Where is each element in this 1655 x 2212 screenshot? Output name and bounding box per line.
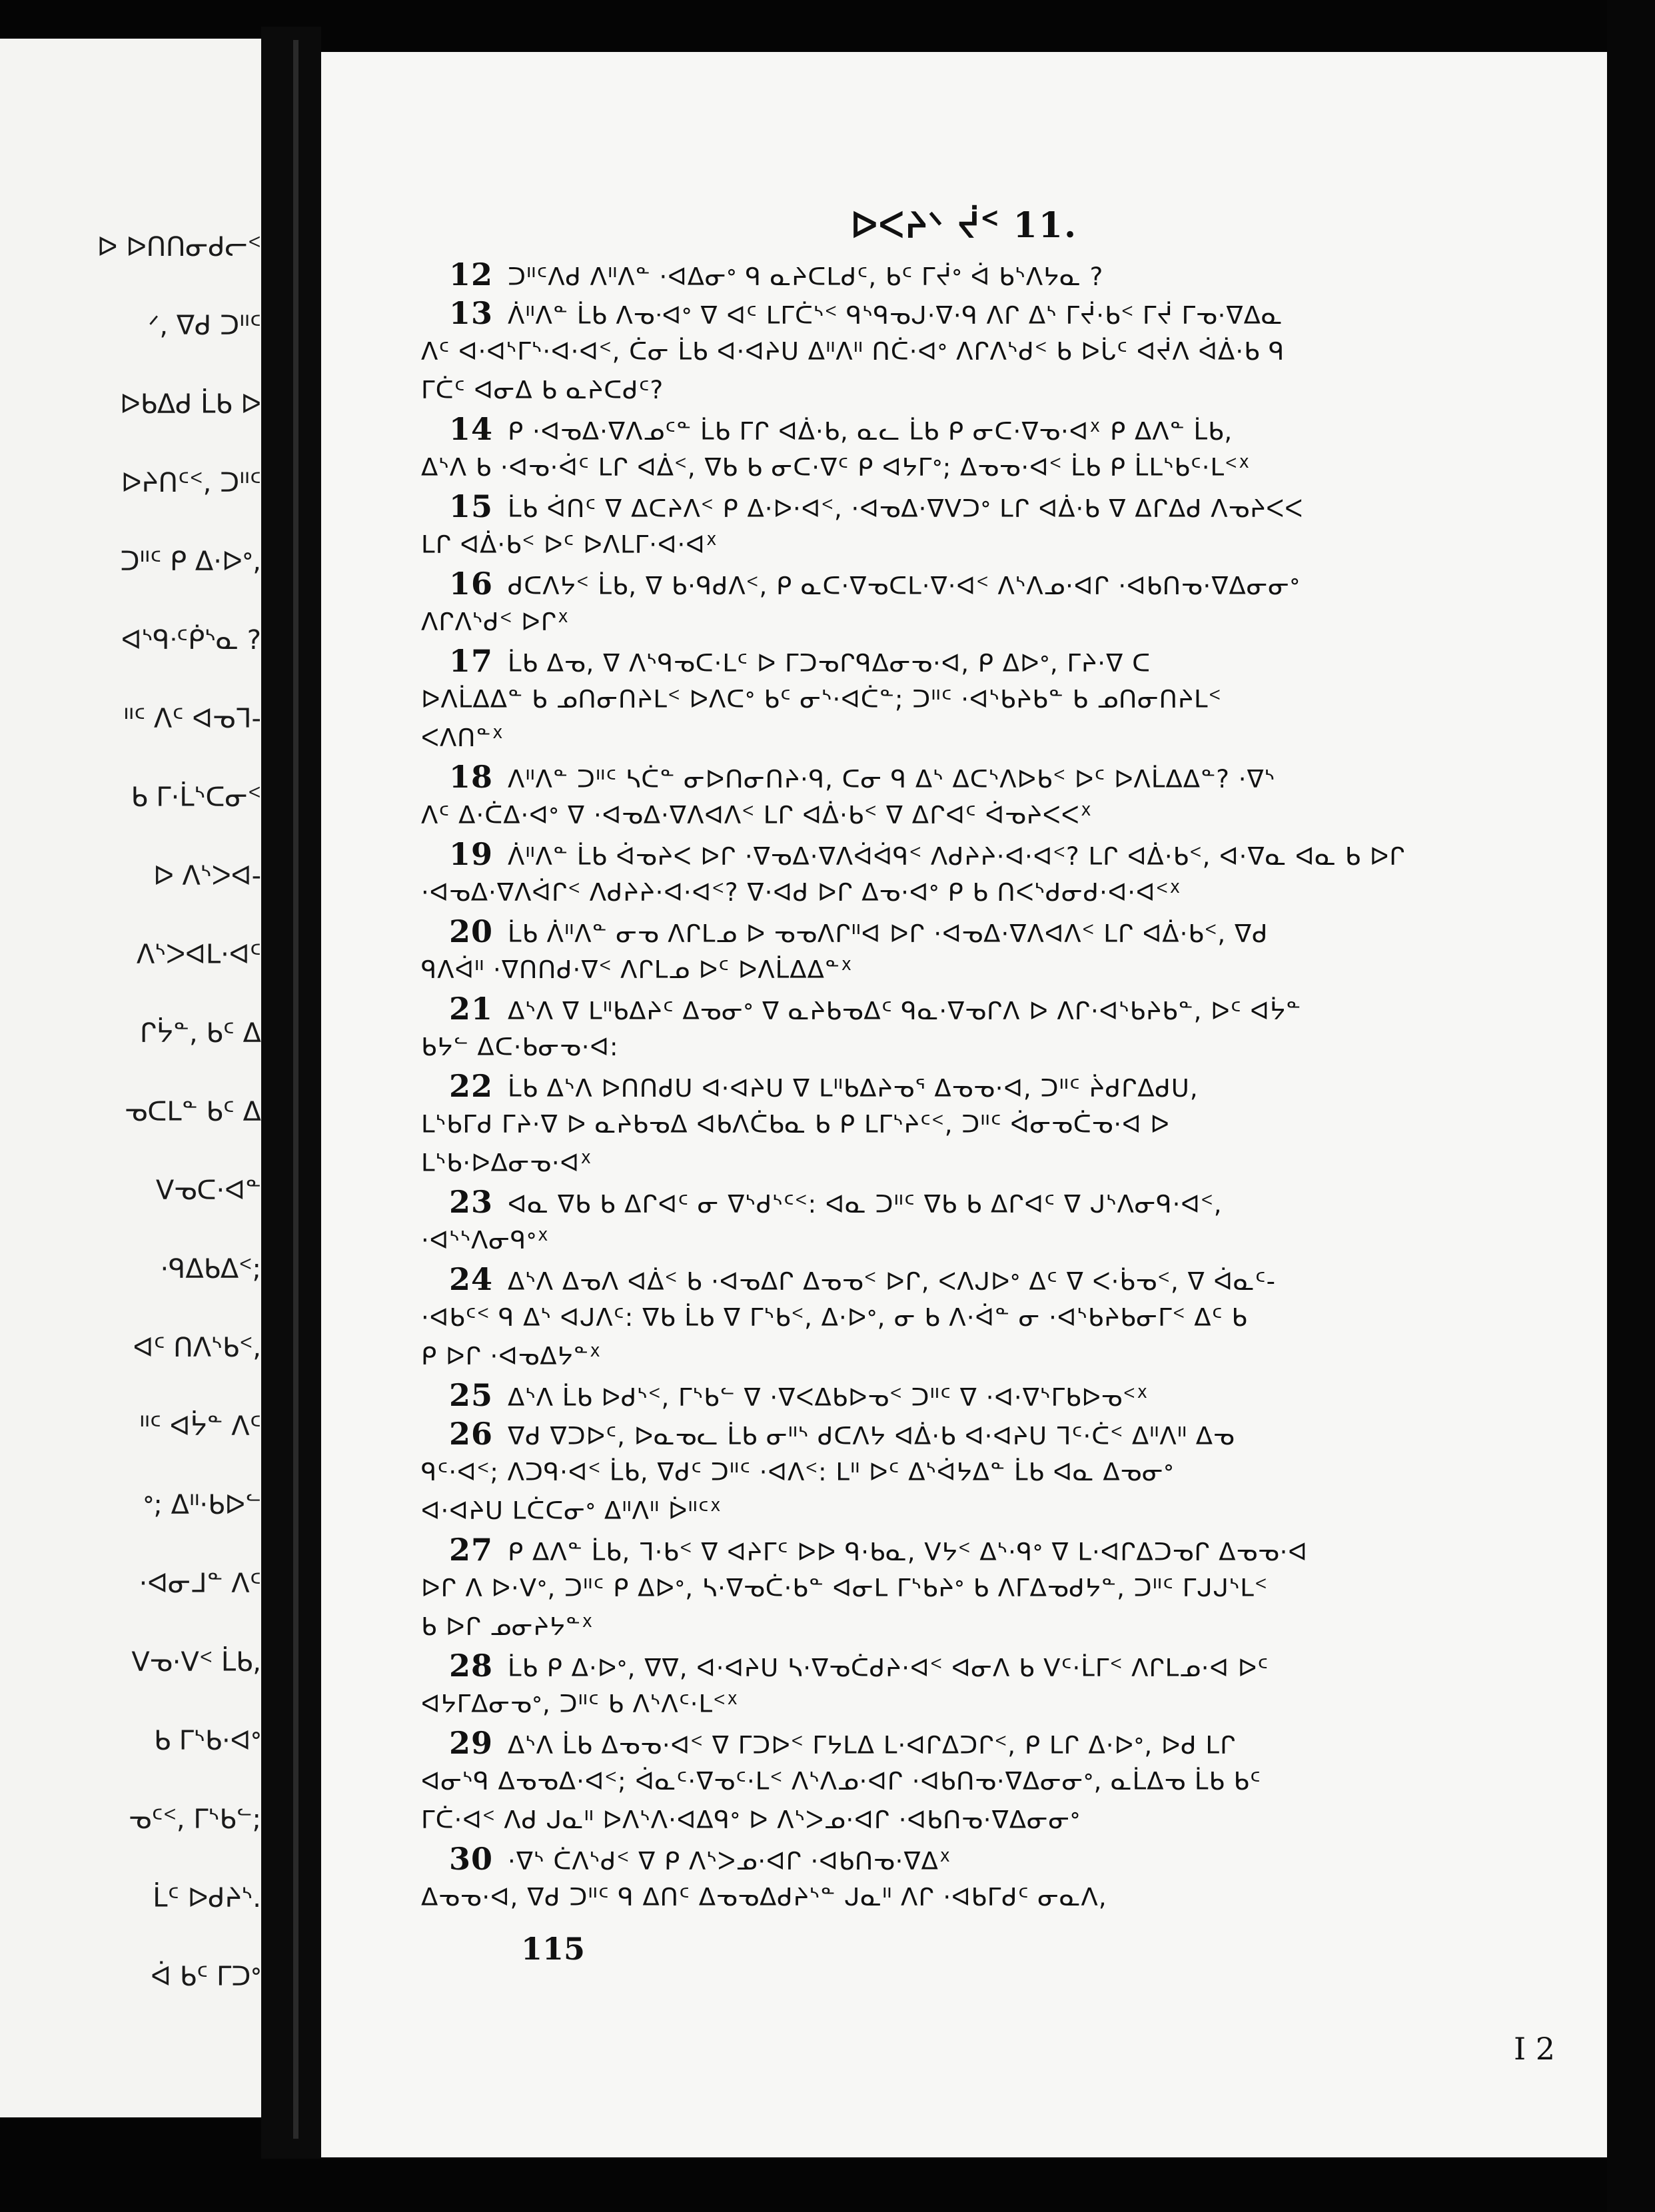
verse-text: ᑫᑦ·ᐊᑉ; ᐱᑐᑫ·ᐊᑉ ᒫᑲ, ᐁᑯᑦ ᑐᐦᑦ ·ᐊᐱᑉ: ᒪᐦ ᐅᑦ ᐃᔅᐋᔭᐃᓐ ᒫᑲ ᐊᓇ ᐃᓀᓂᐤ <box>421 1458 1175 1486</box>
left-page-line: ᑲ ᒥᔅᑲ·ᐊᐤ <box>153 1726 261 1756</box>
left-page-line: ᐊᑦ ᑎᐱᔅᑲᑉ, <box>133 1333 261 1363</box>
verse-number: 15 <box>449 488 494 524</box>
continuation-line <box>421 526 1554 564</box>
verse-text: ᒫᑲ ᑭ ᐃ·ᐅᐤ, ᐁᐁ, ᐊ·ᐊᔨᑌ ᓴ·ᐁᓀᑖᑯᔨ·ᐊᑉ ᐊᓂᐱ ᑲ ᐯᑦ·ᒫᒥᑉ ᐱᒋᒪᓄ·ᐊ ᐅᑦ <box>508 1654 1269 1682</box>
verse-number: 27 <box>449 1532 494 1568</box>
left-page-line: ᐊᔅᑫᐧᑦᑮᔅᓇ ? <box>121 625 261 656</box>
verse-number: 19 <box>449 836 494 872</box>
left-page-line: ᐋ ᑲᑦ ᒥᑐᐤ <box>151 1961 261 1992</box>
continuation-line <box>421 1492 1554 1530</box>
verse-text: ᐲᐦᐱᓐ ᒫᑲ ᐱᓀᐧᐊᐤ ᐁ ᐊᑦ ᒪᒥᑖᔅᑉ ᑫᔅᑫᓀᒍ·ᐁ·ᑫ ᐱᒋ ᐃᔅ ᒥᔫ·ᑲᑉ ᒥᔫ ᒥᓀ·ᐁᐃᓇ <box>508 301 1283 330</box>
verse-text: ᐅᒋ ᐱ ᐅ·ᐯᐤ, ᑐᐦᑦ ᑭ ᐃᐅᐤ, ᓴ·ᐁᓀᑖ·ᑲᓐ ᐊᓂᒪ ᒥᔅᑲᔨᐤ ᑲ ᐱᒥᐃᓀᑯᔭᓐ, ᑐᐦᑦ ᒥᒍᒍᔅᒪᑉ <box>421 1574 1268 1602</box>
verse-text: ᒫᑲ ᐃᔅᐱ ᐅᑎᑎᑯᑌ ᐊ·ᐊᔨᑌ ᐁ ᒪᐦᑲᐃᔨᓀᕐ ᐃᓀᓀ·ᐊ, ᑐᐦᑦ ᔩᑯᒋᐃᑯᑌ, <box>508 1074 1199 1103</box>
verse-text: ·ᐊᑲᑦᑉ ᑫ ᐃᔅ ᐊᒍᐱᑦ: ᐁᑲ ᒫᑲ ᐁ ᒥᔅᑲᑉ, ᐃ·ᐅᐤ, ᓂ ᑲ ᐱ·ᐋᓐ ᓂ ·ᐊᔅᑲᔨᑲᓂᒥᑉ ᐃᑦ ᑲ <box>421 1303 1248 1332</box>
left-page-line: ᐦᑦ ᐊᔮᓐ ᐱᑦ <box>139 1411 261 1442</box>
verse-line <box>421 410 1554 448</box>
verse-line <box>421 1646 1554 1685</box>
continuation-line <box>421 332 1554 371</box>
continuation-line <box>421 1144 1554 1183</box>
continuation-line <box>421 1028 1554 1067</box>
verse-text: ᐃᔅᐱ ᐃᓀᐱ ᐊᐄᑉ ᑲ ·ᐊᓀᐃᒋ ᐃᓀᓀᑉ ᐅᒋ, ᐸᐱᒍᐅᐤ ᐃᑦ ᐁ ᐸ·ᑳᓀᑉ, ᐁ ᐋᓇᑦ- <box>508 1267 1276 1296</box>
verse-text: ᑐᐦᑦᐱᑯ ᐱᐦᐱᓐ ·ᐊᐃᓂᐤ ᑫ ᓇᔨᑕᒪᑯᑦ, ᑲᑦ ᒥᔫᐤ ᐋ ᑲᔅᐱᔭᓇ ? <box>508 263 1104 291</box>
continuation-line <box>421 1105 1554 1144</box>
verse-text: ᐃᔅᐱ ᒫᑲ ᐅᑯᔅᑉ, ᒥᔅᑲᓪ ᐁ ·ᐁᐸᐃᑲᐅᓀᑉ ᑐᐦᑦ ᐁ ·ᐊ·ᐁᔅᒥᑲᐅᓀᑉᕽ <box>508 1383 1149 1412</box>
continuation-line <box>421 873 1554 912</box>
verse-line <box>421 564 1554 603</box>
verse-text: ·ᐊᔅᔅᐱᓂᑫᐤᕽ <box>421 1226 550 1255</box>
verse-line <box>421 1067 1554 1105</box>
verse-number: 14 <box>449 411 494 447</box>
verse-number: 20 <box>449 913 494 949</box>
verse-text: ᑲ ᐅᒋ ᓄᓂᔨᔭᓐᕽ <box>421 1612 594 1641</box>
verse-text: ᐁᑯ ᐁᑐᐅᑦ, ᐅᓇᓀᓚ ᒫᑲ ᓂᐦᔅ ᑯᑕᐱᔭ ᐊᐄ·ᑲ ᐊ·ᐊᔨᑌ ᒣᑦ·ᑖᑉ ᐃᐦᐱᐦ ᐃᓀ <box>508 1422 1235 1450</box>
continuation-line <box>421 719 1554 758</box>
verse-line <box>421 487 1554 526</box>
continuation-line <box>421 1569 1554 1608</box>
verse-text: ᒪᔅᑲᒥᑯ ᒥᔨ·ᐁ ᐅ ᓇᔨᑲᓀᐃ ᐊᑲᐱᑖᑲᓇ ᑲ ᑭ ᒪᒥᔅᔨᑦᑉ, ᑐᐦᑦ ᐋᓂᓀᑖᓀ·ᐊ ᐅ <box>421 1110 1170 1139</box>
left-page-line: ·ᑫᐃᑲᐃᑉ; <box>160 1254 261 1285</box>
continuation-line <box>421 1685 1554 1724</box>
verse-number: 28 <box>449 1648 494 1684</box>
page-header: ᐅᐸᔨᐠ ᔫᑉ 11. <box>850 205 1078 246</box>
right-page <box>321 52 1607 2157</box>
verse-number: 23 <box>449 1184 494 1220</box>
continuation-line <box>421 603 1554 642</box>
scan-border <box>1607 0 1655 2212</box>
continuation-line <box>421 1337 1554 1376</box>
page-gutter <box>261 27 321 2159</box>
verse-text: ᐃᔅᐱ ᒫᑲ ᐃᓀᓀ·ᐊᑉ ᐁ ᒥᑐᐅᑉ ᒥᔭᒪᐃ ᒪ·ᐊᒋᐃᑐᒋᑉ, ᑭ ᒪᒋ ᐃ·ᐅᐤ, ᐅᑯ ᒪᒋ <box>508 1731 1237 1760</box>
left-page-line: ᐅ ᐅᑎᑎᓂᑯᓕᑉ <box>97 232 261 263</box>
page-number: 115 <box>521 1931 586 1967</box>
verse-line <box>421 1414 1554 1453</box>
verse-text: ᐊᓂᔅᑫ ᐃᓀᓀᐃ·ᐊᑉ; ᐋᓇᑦ·ᐁᓀᑦ·ᒪᑉ ᐱᔅᐱᓄ·ᐊᒋ ·ᐊᑲᑎᓀ·ᐁᐃᓂᓂᐤ, ᓇᒫᐃᓀ ᒫᑲ ᑲᑦ <box>421 1767 1261 1796</box>
verse-number: 25 <box>449 1377 494 1413</box>
left-page-line: ᒫᑦ ᐅᑯᔨᔅ. <box>153 1883 261 1914</box>
continuation-line <box>421 1221 1554 1260</box>
verse-line <box>421 835 1554 873</box>
left-page-line: ᐦᑦ ᐱᑦ ᐊᓀᒣ- <box>123 704 261 734</box>
verse-text: ᐸᐱᑎᓐᕽ <box>421 724 504 752</box>
verse-number: 29 <box>449 1725 494 1761</box>
continuation-line <box>421 1878 1554 1917</box>
verse-number: 17 <box>449 643 494 679</box>
verse-line <box>421 1840 1554 1878</box>
verse-line <box>421 642 1554 680</box>
verse-text: ᑭ ᐅᒋ ·ᐊᓀᐃᔭᓐᕽ <box>421 1342 602 1371</box>
verse-text: ᒫᑲ ᐃᓀ, ᐁ ᐱᔅᑫᓀᑕ·ᒪᑦ ᐅ ᒥᑐᓀᒋᑫᐃᓂᓀ·ᐊ, ᑭ ᐃᐅᐤ, ᒥᔨ·ᐁ ᑕ <box>508 649 1151 678</box>
verse-text: ᐊᔭᒥᐃᓂᓀᐤ, ᑐᐦᑦ ᑲ ᐱᔅᐱᑦ·ᒪᑉᕽ <box>421 1690 739 1718</box>
verse-number: 22 <box>449 1068 494 1104</box>
verse-text: ᐱᑦ ᐊ·ᐊᔅᒥᔅ·ᐊ·ᐊᑉ, ᑖᓂ ᒫᑲ ᐊ·ᐊᔨᑌ ᐃᐦᐱᐦ ᑎᑖ·ᐊᐤ ᐱᒋᐱᔅᑯᑉ ᑲ ᐅᒑᑦ ᐊᔫᐱ ᐋᐄ·ᑲ ᑫ <box>421 337 1285 366</box>
continuation-line <box>421 1608 1554 1646</box>
verse-line <box>421 1724 1554 1762</box>
verse-text: ᐱᐦᐱᓐ ᑐᐦᑦ ᓴᑖᓐ ᓂᐅᑎᓂᑎᔨ·ᑫ, ᑕᓂ ᑫ ᐃᔅ ᐃᑕᔅᐱᐅᑲᑉ ᐅᑦ ᐅᐱᒫᐃᐃᓐ? ·ᐁᔅ <box>508 765 1276 794</box>
left-page-line: ᐯᓀᑕ·ᐊᓐ <box>155 1175 261 1206</box>
left-page <box>0 39 261 2117</box>
verse-line <box>421 1376 1554 1414</box>
verse-text: ᐃᔅᐱ ᐁ ᒪᐦᑲᐃᔨᑦ ᐃᓀᓂᐤ ᐁ ᓇᔨᑲᓀᐃᑦ ᑫᓇ·ᐁᓀᒋᐱ ᐅ ᐱᒋ·ᐊᔅᑲᔨᑲᓐ, ᐅᑦ ᐊᔮᓐ <box>508 997 1302 1025</box>
left-page-line: ᐱᔅᐳᐊᒪ·ᐊᑦ <box>136 939 261 970</box>
verse-number: 12 <box>449 257 494 292</box>
verse-text: ᒪᔅᑲ·ᐅᐃᓂᓀ·ᐊᕽ <box>421 1149 593 1177</box>
left-page-line: ᑐᐦᑦ ᑭ ᐃ·ᐅᐤ, <box>120 546 261 577</box>
verse-text: ᑭ ᐃᐱᓐ ᒫᑲ, ᒣ·ᑲᑉ ᐁ ᐊᔨᒥᑦ ᐅᐅ ᑫ·ᑲᓇ, ᐯᔭᑉ ᐃᔅ·ᑫᐤ ᐁ ᒪ·ᐊᒋᐃᑐᓀᒋ ᐃᓀᓀ·ᐊ <box>508 1538 1308 1566</box>
verse-number: 26 <box>449 1416 494 1452</box>
left-page-line: ·ᐊᓂᒧᓐ ᐱᑦ <box>139 1568 261 1599</box>
left-page-line: ᐅᑲᐃᑯ ᒫᑲ ᐅ <box>119 389 261 420</box>
verse-number: 30 <box>449 1841 494 1877</box>
verse-text: ᒫᑲ ᐲᐦᐱᓐ ᓂᓀ ᐱᒋᒪᓄ ᐅ ᓀᓀᐱᒋᐦᐊ ᐅᒋ ·ᐊᓀᐃ·ᐁᐱᐊᐱᑉ ᒪᒋ ᐊᐄ·ᑲᑉ, ᐁᑯ <box>508 919 1269 948</box>
verse-number: 16 <box>449 566 494 602</box>
left-page-line: ᐅᔨᑎᑦᑉ, ᑐᐦᑦ <box>121 468 261 498</box>
signature-mark: I 2 <box>1514 2031 1556 2067</box>
continuation-line <box>421 680 1554 719</box>
left-page-line: ᓀᑦᑉ, ᒥᔅᑲᓪ; <box>129 1804 261 1835</box>
verse-number: 24 <box>449 1261 494 1297</box>
verse-text: ᐊ·ᐊᔨᑌ ᒪᑖᑕᓂᐤ ᐃᐦᐱᐦ ᐆᐦᑦᕽ <box>421 1496 722 1525</box>
verse-text: ᐃᔅᐱ ᑲ ·ᐊᓀ·ᐋᑦ ᒪᒋ ᐊᐄᑉ, ᐁᑲ ᑲ ᓂᑕ·ᐁᑦ ᑭ ᐊᔭᒥᐤ; ᐃᓀᓀ·ᐊᑉ ᒫᑲ ᑭ ᒫᒪᔅᑲᑦ·ᒪᑉᕽ <box>421 453 1251 482</box>
verse-text: ᐲᐦᐱᓐ ᒫᑲ ᐋᓀᔨᐸ ᐅᒋ ·ᐁᓀᐃ·ᐁᐱᐋᐋᑫᑉ ᐱᑯᔨᔨ·ᐊ·ᐊᑉ? ᒪᒋ ᐊᐄ·ᑲᑉ, ᐊ·ᐁᓇ ᐊᓇ ᑲ ᐅᒋ <box>508 842 1406 871</box>
verse-text: ᑭ ·ᐊᓀᐃ·ᐁᐱᓄᑦᓐ ᒫᑲ ᒥᒋ ᐊᐄ·ᑲ, ᓇᓚ ᒫᑲ ᑭ ᓂᑕ·ᐁᓀ·ᐊᕽ ᑭ ᐃᐱᓐ ᒫᑲ, <box>508 417 1233 446</box>
verse-text: ᑫᐱᐋᐦ ·ᐁᑎᑎᑯ·ᐁᑉ ᐱᒋᒪᓄ ᐅᑦ ᐅᐱᒫᐃᐃᓐᕽ <box>421 955 853 984</box>
verse-text: ᒥᑖ·ᐊᑉ ᐱᑯ ᒍᓇᐦ ᐅᐱᔅᐱ·ᐊᐃᑫᐤ ᐅ ᐱᔅᐳᓄ·ᐊᒋ ·ᐊᑲᑎᓀ·ᐁᐃᓂᓂᐤ <box>421 1806 1081 1834</box>
left-page-line: ᐅ ᐱᔅᐳᐊ- <box>153 861 261 891</box>
verse-text: ·ᐊᓀᐃ·ᐁᐱᐋᒋᑉ ᐱᑯᔨᔨ·ᐊ·ᐊᑉ? ᐁ·ᐊᑯ ᐅᒋ ᐃᓀ·ᐊᐤ ᑭ ᑲ ᑎᐸᔅᑯᓂᑯ·ᐊ·ᐊᑉᕽ <box>421 878 1182 907</box>
verse-number: 21 <box>449 991 494 1027</box>
left-page-line: ᒋᔮᓐ, ᑲᑦ ᐃ <box>139 1018 261 1049</box>
verse-text: ᑲᔭᓪ ᐃᑕ·ᑲᓂᓀ·ᐊ: <box>421 1033 619 1061</box>
verse-text: ᐃᓀᓀ·ᐊ, ᐁᑯ ᑐᐦᑦ ᑫ ᐃᑎᑦ ᐃᓀᓀᐃᑯᔨᔅᓐ ᒍᓇᐦ ᐱᒋ ·ᐊᑲᒥᑯᑦ ᓂᓇᐱ, <box>421 1883 1107 1912</box>
verse-text: ·ᐁᔅ ᑖᐱᔅᑯᑉ ᐁ ᑭ ᐱᔅᐳᓄ·ᐊᒋ ·ᐊᑲᑎᓀ·ᐁᐃᕽ <box>508 1847 951 1876</box>
verse-text: ᐱᑦ ᐃ·ᑖᐃ·ᐊᐤ ᐁ ·ᐊᓀᐃ·ᐁᐱᐊᐱᑉ ᒪᒋ ᐊᐄ·ᑲᑉ ᐁ ᐃᒋᐊᑦ ᐋᓀᔨᐸᐸᕽ <box>421 801 1093 830</box>
left-page-line: ᓀᑕᒪᓐ ᑲᑦ ᐃ <box>125 1097 261 1127</box>
continuation-line <box>421 448 1554 487</box>
verse-line <box>421 255 1554 294</box>
gutter-shadow <box>293 40 298 2139</box>
continuation-line <box>421 1762 1554 1801</box>
verse-line <box>421 1530 1554 1569</box>
verse-line <box>421 294 1554 332</box>
continuation-line <box>421 796 1554 835</box>
verse-line <box>421 1183 1554 1221</box>
verse-text: ᒪᒋ ᐊᐄ·ᑲᑉ ᐅᑦ ᐅᐱᒪᒥ·ᐊ·ᐊᕽ <box>421 530 718 559</box>
verse-text: ᐱᒋᐱᔅᑯᑉ ᐅᒋᕽ <box>421 608 570 636</box>
verse-text: ᐊᓇ ᐁᑲ ᑲ ᐃᒋᐊᑦ ᓂ ᐁᔅᑯᔅᑦᑉ: ᐊᓇ ᑐᐦᑦ ᐁᑲ ᑲ ᐃᒋᐊᑦ ᐁ ᒍᔅᐱᓂᑫ·ᐊᑉ, <box>508 1190 1223 1219</box>
verse-line <box>421 912 1554 951</box>
left-page-line: ᑲ ᒥ·ᒫᔅᑕᓂᑉ <box>131 782 261 813</box>
continuation-line <box>421 371 1554 410</box>
verse-text: ᒥᑖᑦ ᐊᓂᐃ ᑲ ᓇᔨᑕᑯᑦ? <box>421 376 664 404</box>
continuation-line <box>421 1299 1554 1337</box>
verse-text: ᒫᑲ ᐋᑎᑦ ᐁ ᐃᑕᔨᐱᑉ ᑭ ᐃ·ᐅ·ᐊᑉ, ·ᐊᓀᐃ·ᐁᐯᑐᐤ ᒪᒋ ᐊᐄ·ᑲ ᐁ ᐃᒋᐃᑯ ᐱᓀᔨᐸᐸ <box>508 494 1304 523</box>
verse-line <box>421 1260 1554 1299</box>
verse-line <box>421 758 1554 796</box>
verse-line <box>421 989 1554 1028</box>
verse-text: ᑯᑕᐱᔭᑉ ᒫᑲ, ᐁ ᑲ·ᑫᑯᐱᑉ, ᑭ ᓇᑕ·ᐁᓀᑕᒪ·ᐁ·ᐊᑉ ᐱᔅᐱᓄ·ᐊᒋ ·ᐊᑲᑎᓀ·ᐁᐃᓂᓂᐤ <box>508 572 1301 600</box>
left-page-line: ᐟ, ᐁᑯ ᑐᐦᑦ <box>148 310 261 341</box>
verse-text: ᐅᐱᒫᐃᐃᓐ ᑲ ᓄᑎᓂᑎᔨᒪᑉ ᐅᐱᑕᐤ ᑲᑦ ᓂᔅ·ᐊᑖᓐ; ᑐᐦᑦ ·ᐊᔅᑲᔨᑲᓐ ᑲ ᓄᑎᓂᑎᔨᒪᑉ <box>421 685 1222 714</box>
continuation-line <box>421 951 1554 989</box>
left-page-line: ᐯᓀ·ᐯᑉ ᒫᑲ, <box>131 1647 261 1678</box>
verse-number: 18 <box>449 759 494 795</box>
verse-block <box>421 255 1554 1917</box>
continuation-line <box>421 1801 1554 1840</box>
continuation-line <box>421 1453 1554 1492</box>
verse-number: 13 <box>449 295 494 331</box>
left-page-line: ᐤ; ᐃᐦ·ᑲᐅᓪ <box>143 1490 261 1520</box>
